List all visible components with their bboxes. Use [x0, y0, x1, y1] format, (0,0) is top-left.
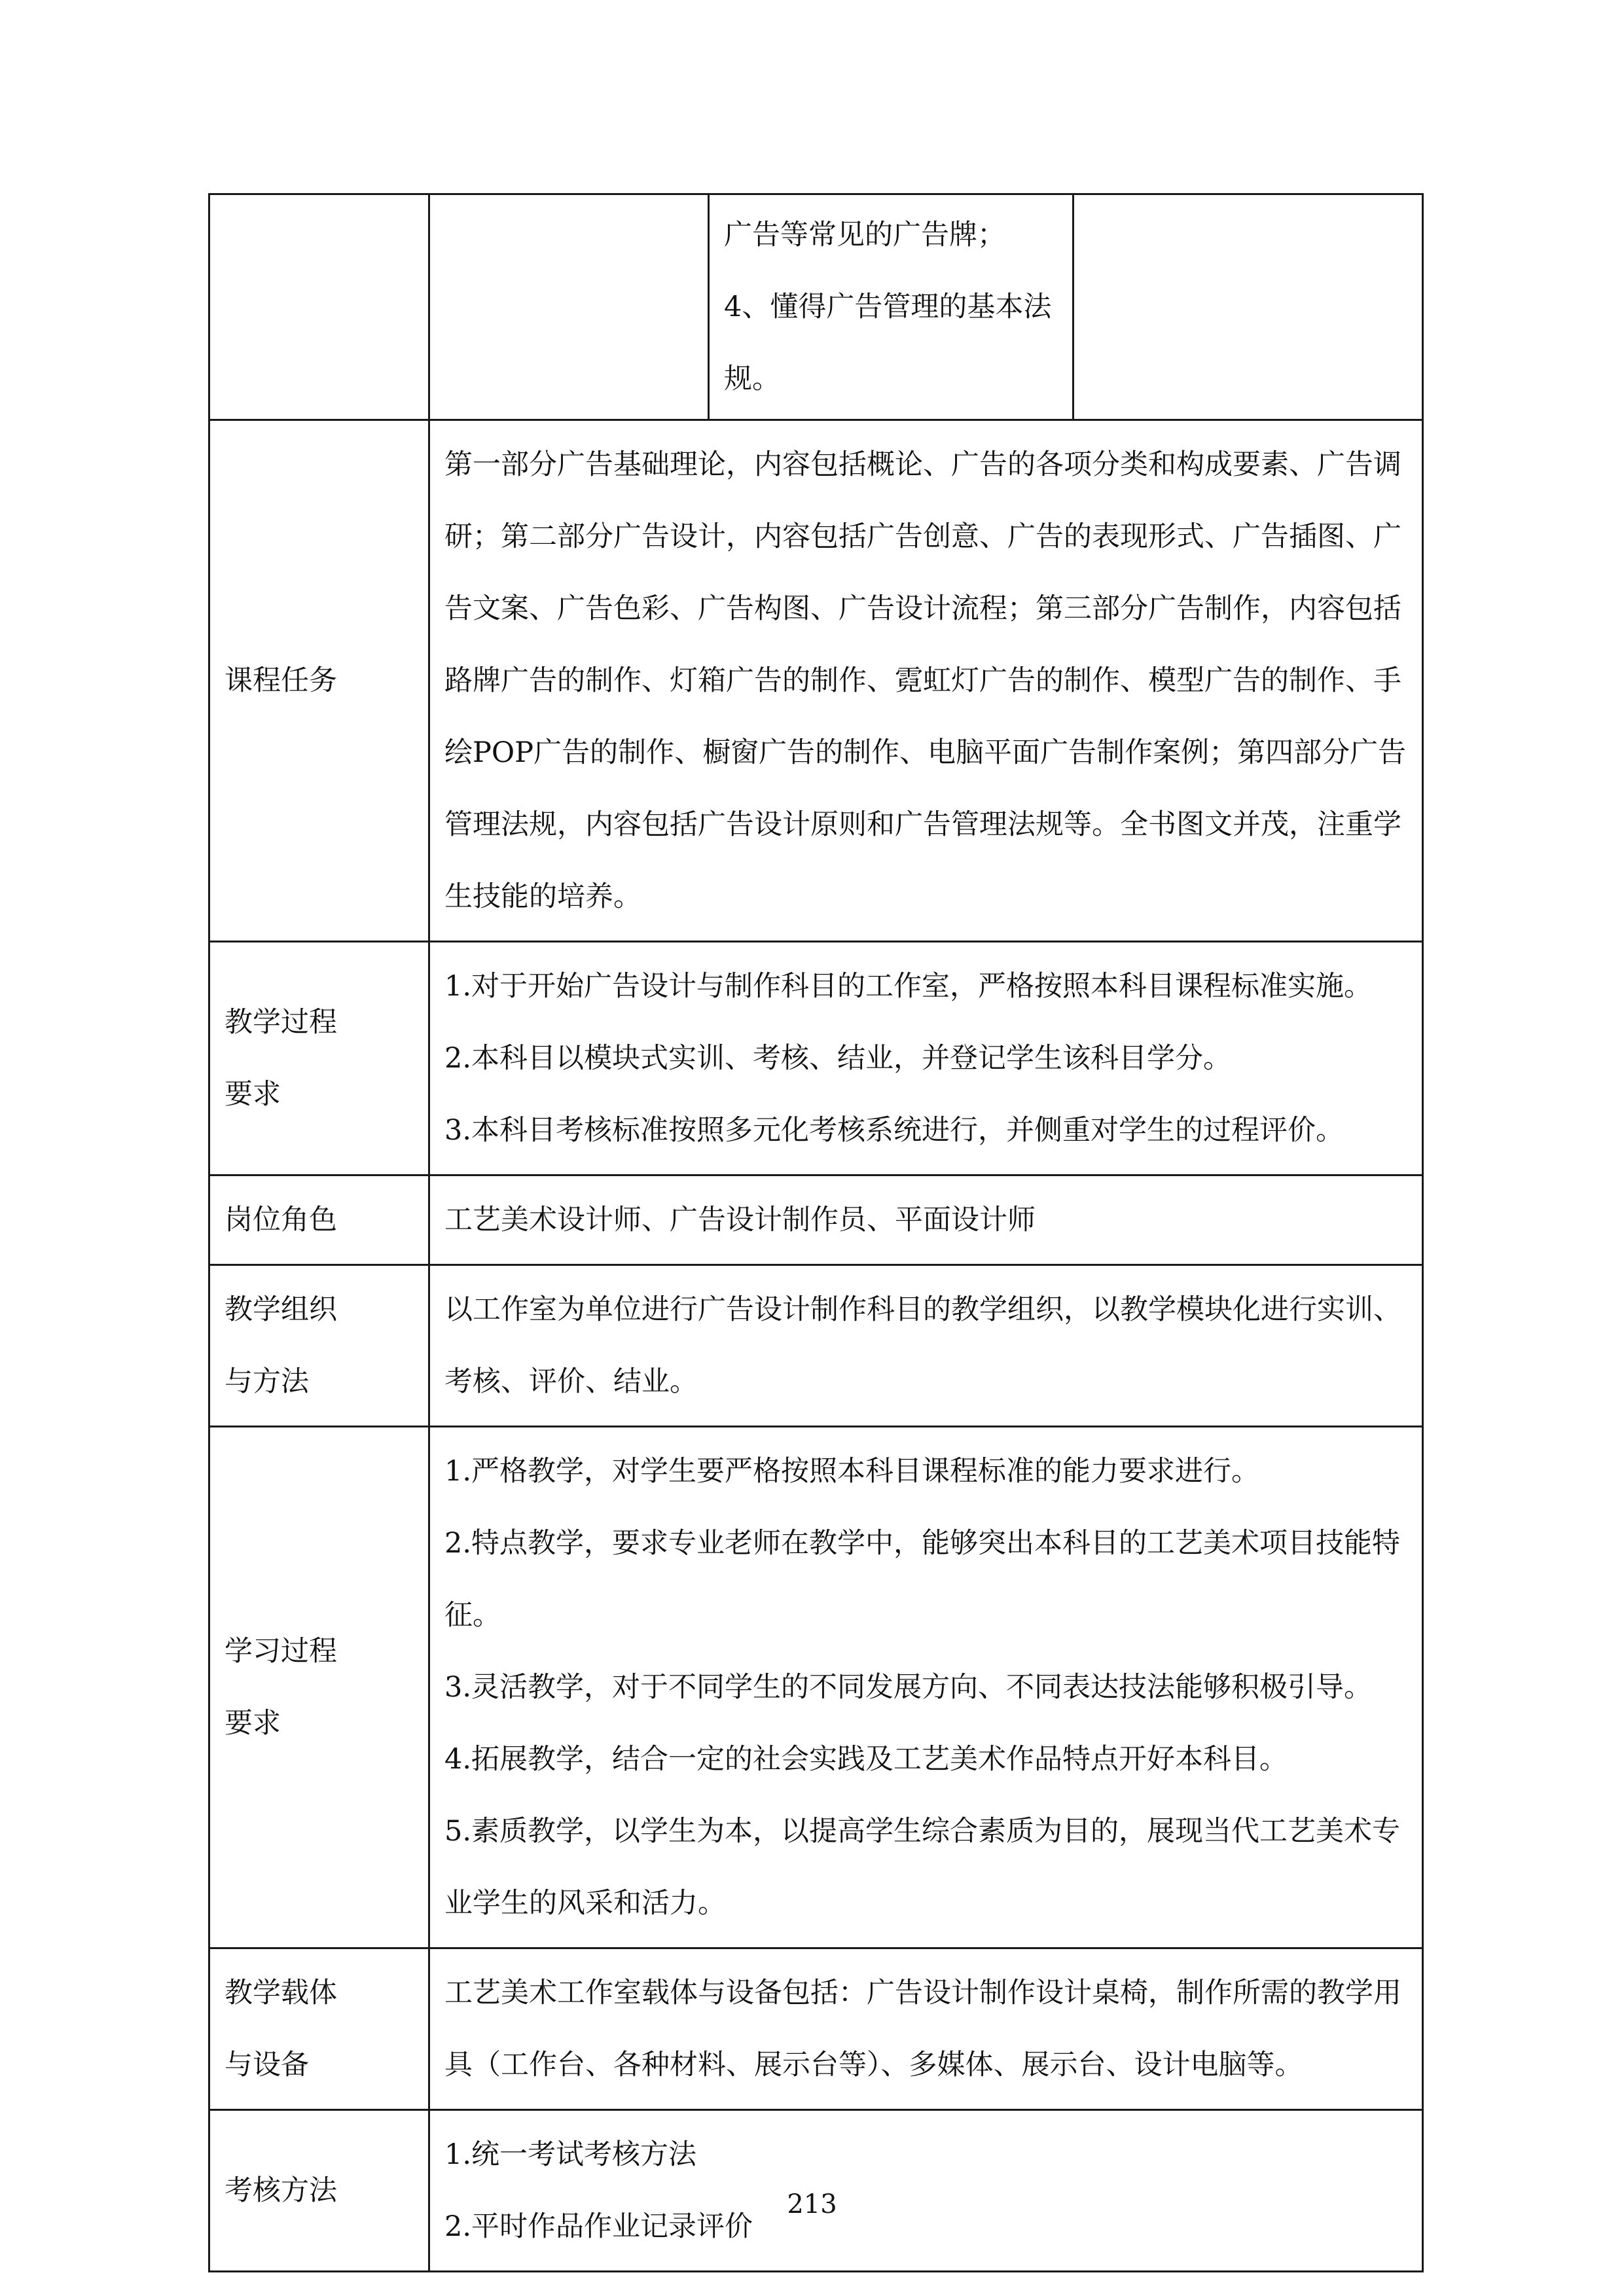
page-number: 213 [787, 2189, 837, 2219]
empty-cell [209, 194, 429, 420]
table-row [209, 1427, 1423, 1948]
row-content: 1.统一考试考核方法 2.平时作品作业记录评价 [429, 2110, 1423, 2272]
cell-line: 4、懂得广告管理的基本法 [724, 291, 1052, 323]
row-label: 考核方法 [209, 2110, 429, 2272]
continued-cell [709, 194, 1074, 420]
row-label: 岗位角色 [209, 1175, 429, 1265]
row-content: 工艺美术设计师、广告设计制作员、平面设计师 [429, 1175, 1423, 1265]
cell-line: 规。 [724, 363, 780, 395]
row-content: 第一部分广告基础理论，内容包括概论、广告的各项分类和构成要素、广告调研；第二部分广告设计，内容包括广告创意、广告的表现形式、广告插图、广告文案、广告色彩、广告构图、广告设计流程；第三部分广告制作，内容包括路牌广告的制作、灯箱广告的制作、霓虹灯广告的制作、模型广告的制作、手绘POP广告的制作、橱窗广告的制作、电脑平面广告制作案例；第四部分广告管理法规，内容包括广告设计原则和广告管理法规等。全书图文并茂，注重学生技能的培养。 [429, 420, 1423, 942]
row-content: 工艺美术工作室载体与设备包括：广告设计制作设计桌椅，制作所需的教学用具（工作台、各种材料、展示台等）、多媒体、展示台、设计电脑等。 [429, 1948, 1423, 2110]
row-content: 以工作室为单位进行广告设计制作科目的教学组织，以教学模块化进行实训、考核、评价、结业。 [429, 1265, 1423, 1427]
row-content: 1.对于开始广告设计与制作科目的工作室，严格按照本科目课程标准实施。 2.本科目以模块式实训、考核、结业，并登记学生该科目学分。 3.本科目考核标准按照多元化考核系统进行，并侧重对学生的过程评价。 [429, 942, 1423, 1175]
cell-line: 广告等常见的广告牌； [724, 219, 1005, 251]
row-label: 教学组织 与方法 [209, 1265, 429, 1427]
table-row [209, 194, 1423, 420]
table-row [209, 420, 1423, 942]
empty-cell [1074, 194, 1423, 420]
row-label: 教学载体 与设备 [209, 1948, 429, 2110]
table-row [209, 1265, 1423, 1427]
table-row [209, 1175, 1423, 1265]
row-content: 1.严格教学，对学生要严格按照本科目课程标准的能力要求进行。 2.特点教学，要求专业老师在教学中，能够突出本科目的工艺美术项目技能特征。 3.灵活教学，对于不同学生的不同发展方向、不同表达技法能够积极引导。 4.拓展教学，结合一定的社会实践及工艺美术作品特点开好本科目。 5.素质教学，以学生为本，以提高学生综合素质为目的，展现当代工艺美术专业学生的风采和活力。 [429, 1427, 1423, 1948]
table-row [209, 942, 1423, 1175]
empty-cell [429, 194, 709, 420]
row-label: 课程任务 [209, 420, 429, 942]
curriculum-table [208, 193, 1424, 2272]
row-label: 教学过程 要求 [209, 942, 429, 1175]
table-row [209, 1948, 1423, 2110]
row-label: 学习过程 要求 [209, 1427, 429, 1948]
